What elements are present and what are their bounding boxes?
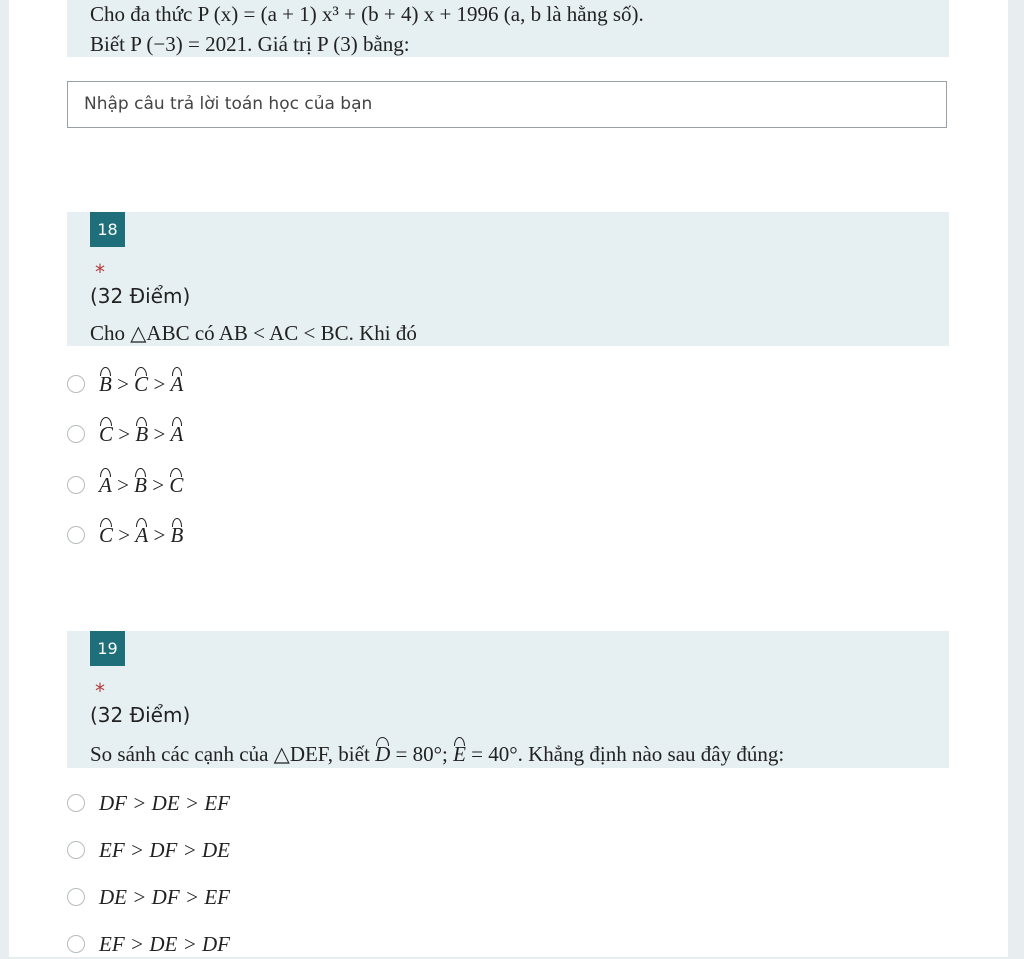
- prompt-prefix: So sánh các cạnh của △DEF, biết: [90, 742, 370, 766]
- radio-button[interactable]: [67, 375, 85, 393]
- angle-symbol: B: [135, 421, 149, 446]
- required-asterisk: *: [95, 260, 105, 284]
- option-label: EF > DF > DE: [99, 837, 230, 862]
- radio-button[interactable]: [67, 841, 85, 859]
- radio-button[interactable]: [67, 888, 85, 906]
- angle-symbol: A: [135, 522, 149, 547]
- question-17-text-line1: Cho đa thức P (x) = (a + 1) x³ + (b + 4) x + 1996 (a, b là hằng số).: [90, 2, 644, 26]
- angle-symbol: B: [99, 371, 112, 396]
- math-answer-input[interactable]: Nhập câu trả lời toán học của bạn: [67, 81, 947, 128]
- option-label: DF > DE > EF: [99, 790, 230, 815]
- option-label: A > B > C: [99, 472, 184, 497]
- angle-d-symbol: D: [375, 742, 391, 766]
- option-label: B > C > A: [99, 371, 184, 396]
- angle-symbol: C: [134, 371, 149, 396]
- option-label: DE > DF > EF: [99, 884, 230, 909]
- question-17-text-line2: Biết P (−3) = 2021. Giá trị P (3) bằng:: [90, 32, 410, 56]
- answer-option[interactable]: [67, 520, 183, 550]
- angle-e-symbol: E: [453, 742, 466, 766]
- radio-button[interactable]: [67, 935, 85, 953]
- answer-option[interactable]: [67, 788, 230, 818]
- question-18-prompt: Cho △ABC có AB < AC < BC. Khi đó: [90, 321, 417, 345]
- angle-e-value: = 40°.: [471, 742, 523, 766]
- answer-option[interactable]: [67, 882, 230, 912]
- prompt-suffix: Khẳng định nào sau đây đúng:: [528, 742, 785, 766]
- question-number-badge: 18: [90, 212, 125, 247]
- question-19-card: [67, 631, 949, 768]
- option-label: C > A > B: [99, 522, 184, 547]
- angle-symbol: C: [99, 421, 114, 446]
- angle-symbol: A: [99, 472, 112, 497]
- angle-symbol: A: [170, 421, 184, 446]
- angle-symbol: C: [169, 472, 184, 497]
- question-points: (32 Điểm): [90, 703, 191, 727]
- answer-option[interactable]: [67, 929, 230, 959]
- answer-option[interactable]: [67, 470, 183, 500]
- angle-d-value: = 80°;: [395, 742, 448, 766]
- answer-option[interactable]: [67, 835, 230, 865]
- angle-symbol: B: [134, 472, 147, 497]
- option-label: C > B > A: [99, 421, 184, 446]
- form-page: [9, 0, 1008, 957]
- angle-symbol: B: [170, 522, 184, 547]
- question-points: (32 Điểm): [90, 284, 191, 308]
- angle-symbol: C: [99, 522, 114, 547]
- radio-button[interactable]: [67, 425, 85, 443]
- answer-option[interactable]: [67, 369, 183, 399]
- question-number-badge: 19: [90, 631, 125, 666]
- question-18-card: [67, 212, 949, 346]
- required-asterisk: *: [95, 679, 105, 703]
- radio-button[interactable]: [67, 526, 85, 544]
- question-17-card: [67, 0, 949, 57]
- radio-button[interactable]: [67, 476, 85, 494]
- question-19-prompt: [90, 742, 784, 767]
- angle-symbol: A: [170, 371, 184, 396]
- radio-button[interactable]: [67, 794, 85, 812]
- answer-option[interactable]: [67, 419, 183, 449]
- option-label: EF > DE > DF: [99, 931, 230, 956]
